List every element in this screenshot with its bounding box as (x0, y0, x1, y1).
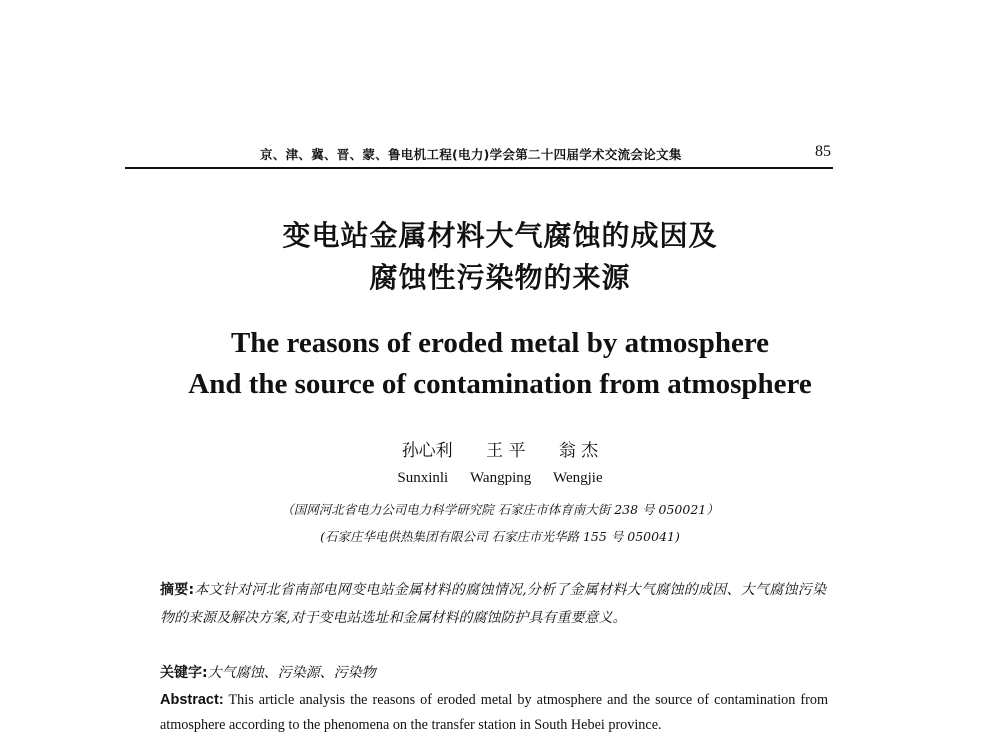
running-title: 京、津、冀、晋、蒙、鲁电机工程(电力)学会第二十四届学术交流会论文集 (260, 147, 682, 162)
abstract-en-text: This article analysis the reasons of eroded metal by atmosphere and the source of contamination from atmosphere according to the phenomena on the transfer station in South Hebei province. (160, 692, 828, 733)
abstract-zh-text: 本文针对河北省南部电网变电站金属材料的腐蚀情况,分析了金属材料大气腐蚀的成因、大气腐蚀污染物的来源及解决方案,对于变电站选址和金属材料的腐蚀防护具有重要意义。 (160, 582, 826, 626)
page-number: 85 (815, 143, 831, 160)
chinese-title-line-1: 变电站金属材料大气腐蚀的成因及 (282, 219, 718, 252)
keywords-label: 关键字: (160, 665, 208, 681)
authors-chinese (0, 436, 1000, 461)
author-zh-2: 王 平 (486, 441, 526, 461)
author-zh-3: 翁 杰 (558, 441, 599, 461)
author-en-3: Wengjie (553, 470, 603, 486)
authors-english (0, 470, 1000, 487)
abstract-zh-label: 摘要: (160, 582, 195, 598)
english-title-line-1: The reasons of eroded metal by atmosphere (230, 327, 770, 359)
abstract-chinese (160, 576, 826, 632)
chinese-title-line-2: 腐蚀性污染物的来源 (369, 261, 631, 294)
author-en-2: Wangping (469, 470, 532, 486)
running-header (125, 141, 833, 169)
affiliation-2: (石家庄华电供热集团有限公司 石家庄市光华路 155 号 050041) (320, 529, 680, 544)
author-en-1: Sunxinli (397, 470, 449, 486)
abstract-en-label: Abstract: (160, 692, 224, 708)
affiliation-1: （国网河北省电力公司电力科学研究院 石家庄市体育南大街 238 号 050021） (281, 502, 719, 517)
abstract-english (160, 688, 828, 738)
author-zh-1: 孙心利 (401, 441, 453, 461)
keywords-text: 大气腐蚀、污染源、污染物 (207, 665, 376, 681)
keywords (160, 662, 826, 682)
english-title-line-2: And the source of contamination from atmosphere (188, 368, 812, 400)
